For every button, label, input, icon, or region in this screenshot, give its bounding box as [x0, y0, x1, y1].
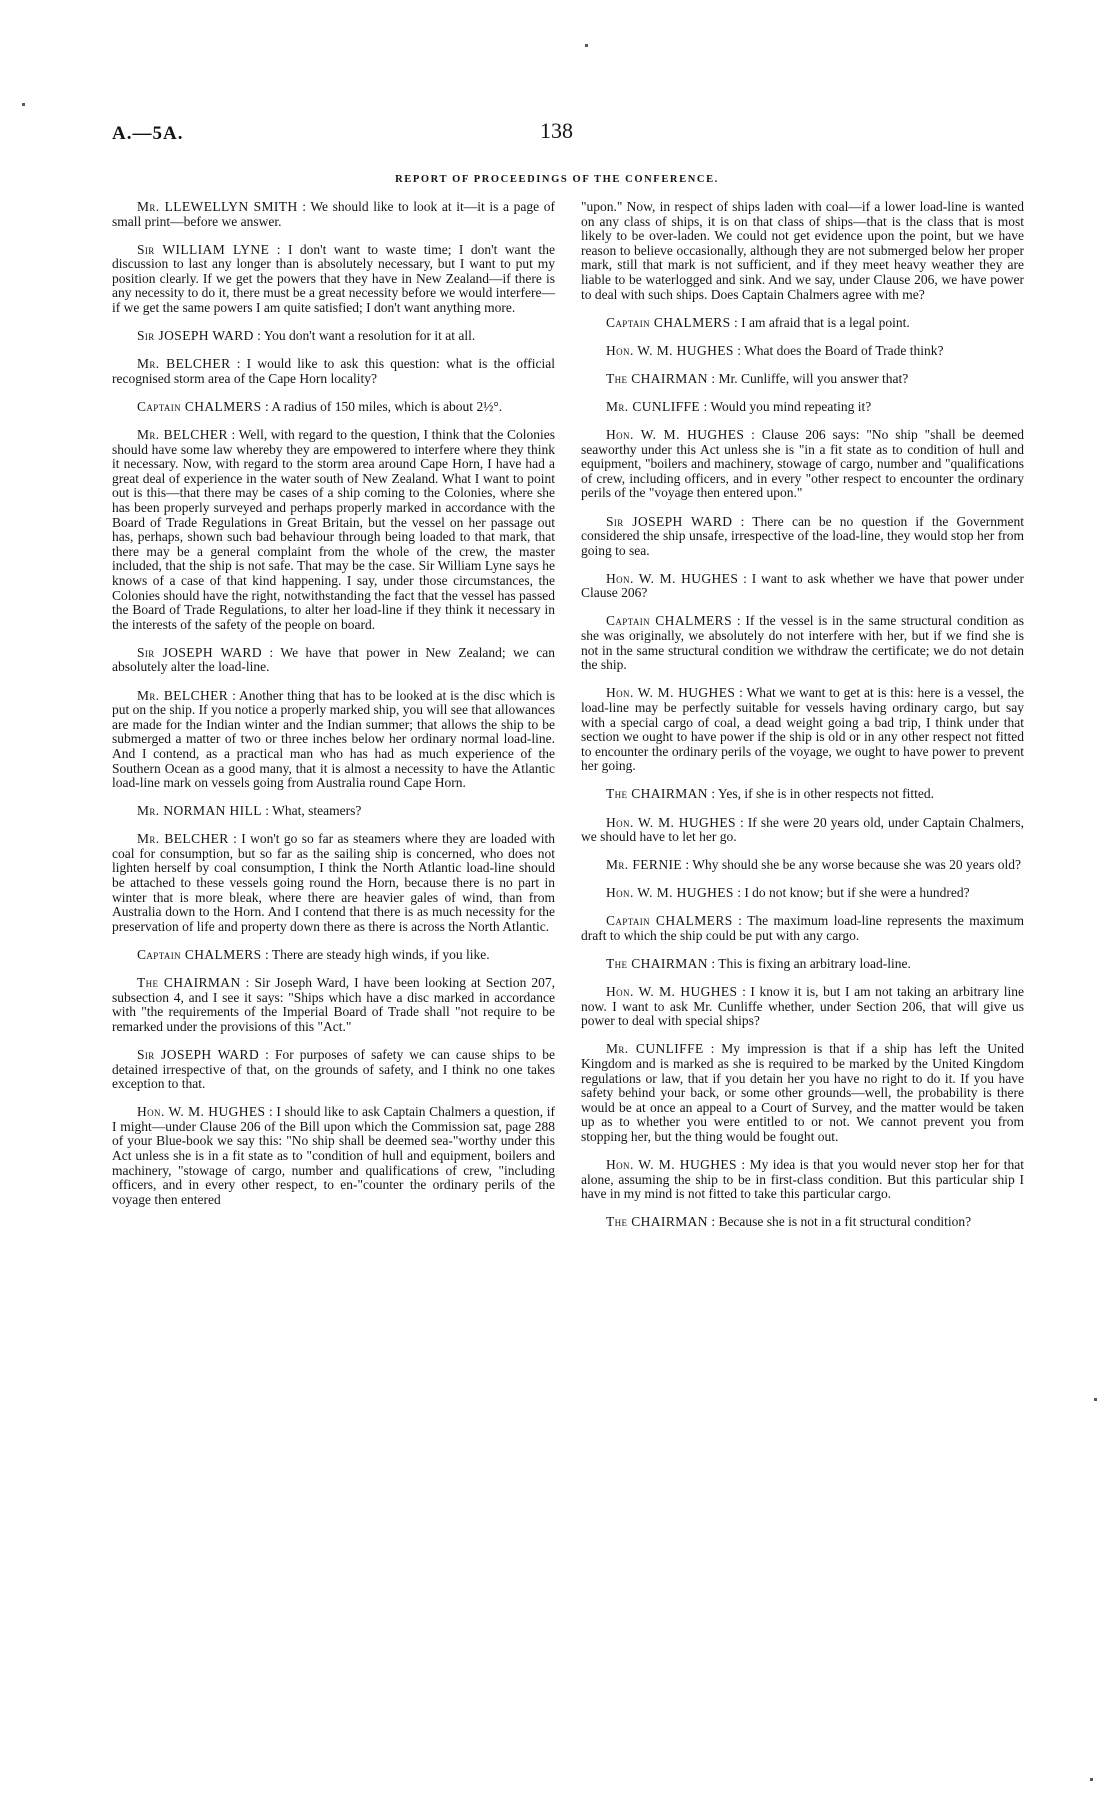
speech-text: : I do not know; but if she were a hundred?	[737, 885, 970, 901]
speech-text: : Would you mind repeating it?	[703, 398, 872, 414]
speech-paragraph	[581, 816, 1024, 845]
left-column	[112, 200, 555, 1221]
speech-text: : I don't want to waste time; I don't want the discussion to last any longer than is absolutely necessary, but I want to put my position clearly. If we get the powers that they have in New Zealand—if there is any necessity to do it, there must be a great necessity before we would interfere—if we get the same powers I am quite satisfied; I don't want anything more.	[112, 241, 555, 316]
speaker-name: Hon. W. M. HUGHES	[606, 427, 745, 443]
speech-text: : If she were 20 years old, under Captain Chalmers, we should have to let her go.	[581, 814, 1025, 845]
speech-paragraph	[112, 200, 555, 229]
speaker-name: The CHAIRMAN	[137, 975, 241, 991]
speaker-name: Captain CHALMERS	[137, 398, 262, 414]
speech-text: : Clause 206 says: "No ship "shall be deemed seaworthy under this Act unless she is "in a fit state as to condition of hull and equipment, "boilers and machinery, stowage of cargo, number and "qualifications of crew, including officers, and in every "other respect to encounter the ordinary perils of the "voyage then entered upon."	[581, 427, 1025, 501]
speech-text: : What, steamers?	[265, 803, 362, 819]
speech-text: : I know it is, but I am not taking an arbitrary line now. I want to ask Mr. Cunliffe whether, under Section 206, that will give us power to deal with special ships?	[581, 984, 1024, 1029]
speech-paragraph	[581, 886, 1024, 901]
speech-paragraph	[112, 832, 555, 934]
speech-text: : Because she is not in a fit structural condition?	[711, 1214, 972, 1230]
speech-paragraph	[581, 200, 1024, 302]
speech-text: : Why should she be any worse because she was 20 years old?	[685, 857, 1022, 873]
speech-text: : I should like to ask Captain Chalmers a question, if I might—under Clause 206 of the Bill upon which the Commission sat, page 288 of your Blue-book we say this: "No ship shall be deemed sea-"worthy under this Act unless she is in a fit state as to "condition of hull and equipment, boilers and machinery, "stowage of cargo, number and qualifications of crew, "including officers, and in every other respect, to en-"counter the ordinary perils of the voyage then entered	[112, 1104, 555, 1207]
speech-text: : We have that power in New Zealand; we can absolutely alter the load-line.	[112, 644, 555, 675]
speaker-name: Mr. LLEWELLYN SMITH	[137, 199, 298, 214]
speech-paragraph	[581, 1215, 1024, 1230]
speaker-name: Mr. BELCHER	[137, 687, 229, 703]
speech-paragraph	[112, 804, 555, 819]
speech-text: : Well, with regard to the question, I think that the Colonies should have some law whereby they are empowered to interfere where they think it necessary. Now, with regard to the storm area around Cape Horn, I have had a great deal of experience in the water south of New Zealand. What I want to point out is this—that there may be cases of a ship coming to the Colonies, where she has been properly surveyed and perhaps properly marked in accordance with the Board of Trade Regulations in Great Britain, but the vessel on her passage out has, perhaps, shown such bad behaviour through being loaded to that mark, that there may be a general complaint from the whole of the crew, the master included, that the ship is not safe. That may be the case. Sir William Lyne says he knows of a case of that kind happening. I say, under those circumstances, the Colonies should have the right, notwithstanding the fact that the vessel has passed the Board of Trade Regulations, to alter her load-line if they think it necessary in the interests of the safety of the people on board.	[112, 427, 555, 632]
speech-paragraph	[112, 1105, 555, 1207]
speech-text: : If the vessel is in the same structural condition as she was originally, we absolutely do not interfere with her, but if we find she is not in the same structural condition we withdraw the certificate; we do not detain the ship.	[581, 613, 1025, 673]
speech-paragraph	[581, 428, 1024, 501]
speaker-name: Mr. BELCHER	[137, 831, 229, 847]
speaker-name: Captain CHALMERS	[606, 913, 733, 929]
speech-text: : I am afraid that is a legal point.	[733, 314, 910, 330]
speaker-name: Sir JOSEPH WARD	[137, 1046, 260, 1062]
scan-speck	[585, 44, 588, 47]
speaker-name: Mr. BELCHER	[137, 427, 228, 443]
page-number: 138	[540, 118, 573, 143]
speech-text: : For purposes of safety we can cause ships to be detained irrespective of that, on the grounds of safety, and I think no one takes exception to that.	[112, 1046, 555, 1092]
speaker-name: Hon. W. M. HUGHES	[606, 1157, 737, 1173]
speaker-name: Mr. CUNLIFFE	[606, 398, 701, 414]
speech-paragraph	[581, 1042, 1024, 1144]
speech-paragraph	[112, 1048, 555, 1092]
speech-text: : There are steady high winds, if you like.	[264, 946, 490, 962]
speech-text: : I would like to ask this question: what is the official recognised storm area of the Cape Horn locality?	[112, 356, 556, 386]
speech-paragraph	[581, 572, 1024, 601]
speaker-name: Sir JOSEPH WARD	[606, 513, 733, 529]
speech-paragraph	[112, 689, 555, 791]
speaker-name: Hon. W. M. HUGHES	[606, 885, 734, 901]
scan-speck	[1090, 1778, 1093, 1781]
speech-text: : There can be no question if the Government considered the ship unsafe, irrespective of the load-line, they would stop her from going to sea.	[581, 513, 1024, 558]
speaker-name: Mr. NORMAN HILL	[137, 803, 262, 819]
scan-speck	[1094, 1398, 1097, 1401]
speech-paragraph	[112, 357, 555, 386]
speaker-name: Sir WILLIAM LYNE	[137, 241, 270, 257]
speech-text: : A radius of 150 miles, which is about 2½°.	[264, 398, 503, 414]
speaker-name: Captain CHALMERS	[606, 314, 731, 330]
speaker-name: Sir JOSEPH WARD	[137, 644, 262, 660]
speaker-name: The CHAIRMAN	[606, 1214, 708, 1230]
speech-text: : What does the Board of Trade think?	[737, 342, 944, 358]
speaker-name: Mr. CUNLIFFE	[606, 1041, 704, 1057]
speech-paragraph	[581, 614, 1024, 672]
speaker-name: Mr. BELCHER	[137, 356, 231, 372]
speech-paragraph	[581, 787, 1024, 802]
speech-text: : I want to ask whether we have that power under Clause 206?	[581, 570, 1025, 601]
speech-paragraph	[112, 976, 555, 1034]
speech-paragraph	[112, 948, 555, 963]
speech-paragraph	[112, 329, 555, 344]
speech-text: : Sir Joseph Ward, I have been looking at Section 207, subsection 4, and I see it says: "Ships which have a disc marked in accordance with "the requirements of the Imperial Board of Trade shall "not require to be remarked under the provisions of this "Act."	[112, 975, 555, 1034]
speech-paragraph	[581, 686, 1024, 774]
speech-paragraph	[581, 515, 1024, 559]
speech-paragraph	[581, 858, 1024, 873]
document-reference: A.—5A.	[112, 123, 184, 144]
speaker-name: Hon. W. M. HUGHES	[137, 1104, 266, 1120]
speech-paragraph	[581, 316, 1024, 331]
speech-text: "upon." Now, in respect of ships laden with coal—if a lower load-line is wanted on any class of ships, it is on that class of ships—that is the class that is most likely to be over-laden. We could not get evidence upon the point, but we have reason to believe occasionally, although they are not submerged below her proper mark, still that mark is not sufficient, and if they meet heavy weather they are liable to be waterlogged and sink. And we say, under Clause 206, we have power to deal with such ships. Does Captain Chalmers agree with me?	[581, 199, 1024, 302]
speech-paragraph	[112, 428, 555, 632]
section-heading: REPORT OF PROCEEDINGS OF THE CONFERENCE.	[395, 174, 719, 185]
speech-paragraph	[581, 985, 1024, 1029]
speaker-name: The CHAIRMAN	[606, 956, 708, 972]
speaker-name: Hon. W. M. HUGHES	[606, 570, 739, 586]
speech-text: : Another thing that has to be looked at is the disc which is put on the ship. If you notice a properly marked ship, you will see that allowances are made for the Indian winter and the Indian summer; that allows the ship to be submerged a matter of two or three inches below her ordinary normal load-line. And I contend, as a practical man who has had as much experience of the Southern Ocean as a good many, that it is almost a necessity to have the Atlantic load-line mark on vessels going from Australia round Cape Horn.	[112, 687, 555, 791]
speech-paragraph	[581, 344, 1024, 359]
speech-text: : This is fixing an arbitrary load-line.	[711, 956, 911, 972]
speech-paragraph	[581, 914, 1024, 943]
speech-text: : What we want to get at is this: here is a vessel, the load-line may be perfectly suitable for vessels having ordinary cargo, but say with a special cargo of coal, a dead weight going a bad trip, I think under that section we ought to have power if the ship is old or in any other respect not fitted to encounter the ordinary perils of the voyage, we ought to have power to prevent her going.	[581, 685, 1025, 774]
speech-paragraph	[581, 1158, 1024, 1202]
speech-text: : I won't go so far as steamers where they are loaded with coal for consumption, but so far as the sailing ship is concerned, who does not lighten herself by coal consumption, I think the North Atlantic load-line should be attached to these vessels going round the Horn, because there is no part in winter that is more bleak, where there are heavier gales of wind, than from Australia down to the Horn. And I contend that there is as much necessity for the preservation of life and property down there as there is across the North Atlantic.	[112, 831, 555, 934]
speech-text: : Mr. Cunliffe, will you answer that?	[711, 370, 909, 386]
speech-text: : Yes, if she is in other respects not fitted.	[711, 786, 935, 802]
speaker-name: Captain CHALMERS	[137, 946, 262, 962]
scan-speck	[22, 103, 25, 106]
speech-paragraph	[581, 372, 1024, 387]
speaker-name: The CHAIRMAN	[606, 370, 708, 386]
speaker-name: The CHAIRMAN	[606, 786, 708, 802]
speech-paragraph	[112, 646, 555, 675]
speech-paragraph	[112, 400, 555, 415]
right-column	[581, 200, 1024, 1243]
speaker-name: Hon. W. M. HUGHES	[606, 342, 734, 358]
speech-text: : My impression is that if a ship has left the United Kingdom and is marked as she is required to be marked by the United Kingdom regulations or law, that if you detain her you have no right to do it. If you have safety behind your back, or some other grounds—well, the probability is there would be at once an appeal to a Court of Survey, and the matter would be taken up as to whether you were entitled to or not. We cannot prevent you from stopping her, but the thing would be fought out.	[581, 1041, 1024, 1144]
speech-paragraph	[581, 957, 1024, 972]
speech-text: : You don't want a resolution for it at all.	[257, 328, 476, 344]
speaker-name: Hon. W. M. HUGHES	[606, 685, 736, 701]
speech-text: : We should like to look at it—it is a page of small print—before we answer.	[112, 199, 555, 229]
speaker-name: Hon. W. M. HUGHES	[606, 984, 738, 1000]
speaker-name: Captain CHALMERS	[606, 613, 732, 629]
speaker-name: Mr. FERNIE	[606, 857, 683, 873]
speaker-name: Sir JOSEPH WARD	[137, 328, 254, 344]
speech-text: : My idea is that you would never stop her for that alone, assuming the ship to be in first-class condition. But this particular ship I have in my mind is not fitted to take this particular cargo.	[581, 1157, 1025, 1202]
speech-text: : The maximum load-line represents the maximum draft to which the ship could be put with any cargo.	[581, 913, 1025, 943]
speech-paragraph	[581, 400, 1024, 415]
speech-paragraph	[112, 243, 555, 316]
speaker-name: Hon. W. M. HUGHES	[606, 814, 736, 830]
